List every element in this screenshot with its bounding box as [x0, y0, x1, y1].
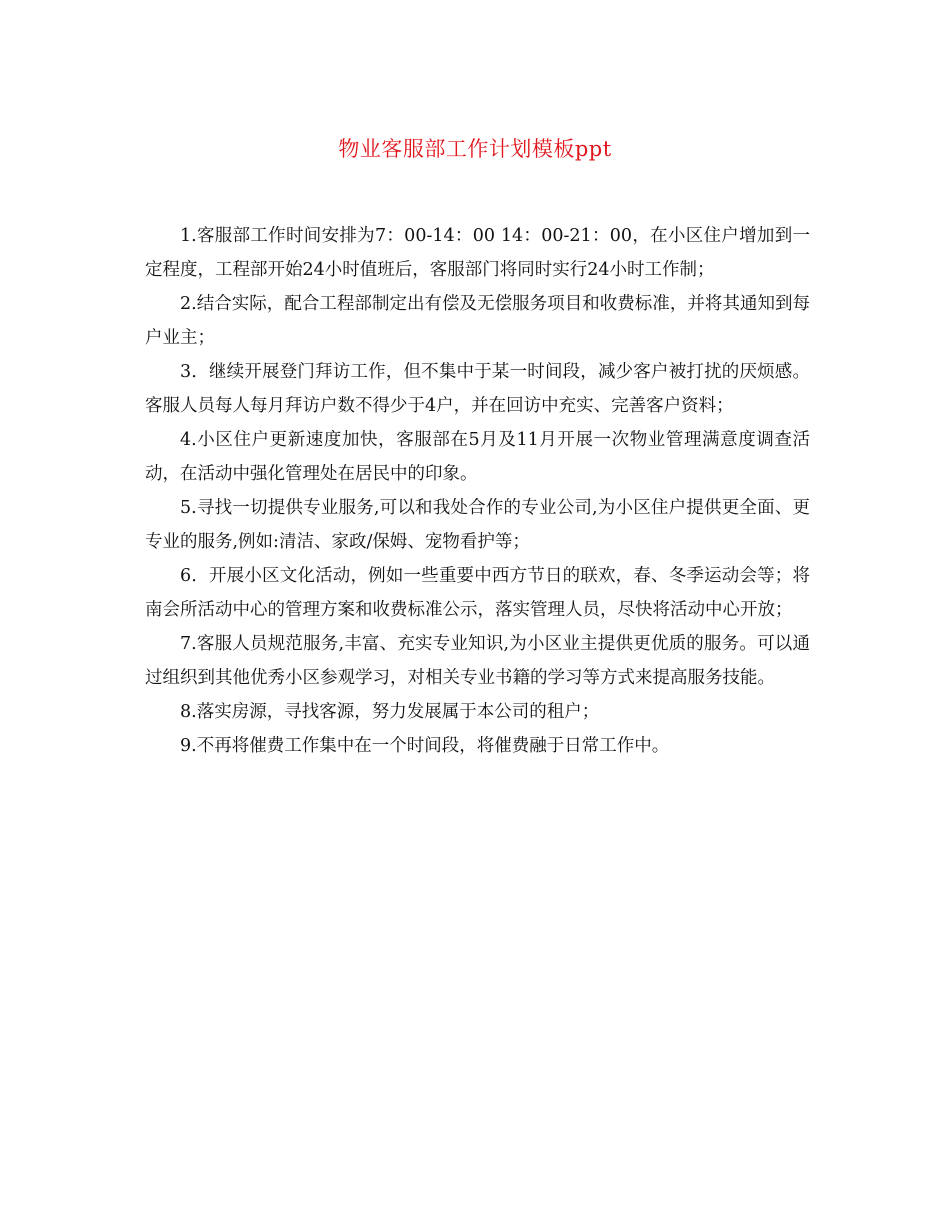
paragraph-4: 4.小区住户更新速度加快，客服部在5月及11月开展一次物业管理满意度调查活动，在活动中强化管理处在居民中的印象。 [145, 430, 810, 484]
paragraph-8: 8.落实房源，寻找客源，努力发展属于本公司的租户； [180, 702, 600, 722]
paragraph-9: 9.不再将催费工作集中在一个时间段，将催费融于日常工作中。 [180, 736, 670, 756]
paragraph-1: 1.客服部工作时间安排为7：00-14：00 14：00-21：00，在小区住户增加到一定程度，工程部开始24小时值班后，客服部门将同时实行24小时工作制； [145, 226, 810, 280]
paragraph-5: 5.寻找一切提供专业服务,可以和我处合作的专业公司,为小区住户提供更全面、更专业的服务,例如:清洁、家政/保姆、宠物看护等； [145, 498, 810, 552]
paragraph-2: 2.结合实际，配合工程部制定出有偿及无偿服务项目和收费标准，并将其通知到每户业主； [145, 294, 810, 348]
document-body [145, 219, 810, 763]
paragraph-6: 6．开展小区文化活动，例如一些重要中西方节日的联欢，春、冬季运动会等；将南会所活动中心的管理方案和收费标准公示，落实管理人员，尽快将活动中心开放； [145, 566, 810, 620]
paragraph-3: 3．继续开展登门拜访工作，但不集中于某一时间段，减少客户被打扰的厌烦感。客服人员每人每月拜访户数不得少于4户，并在回访中充实、完善客户资料； [145, 362, 810, 416]
document-title: 物业客服部工作计划模板ppt [338, 137, 612, 161]
paragraph-7: 7.客服人员规范服务,丰富、充实专业知识,为小区业主提供更优质的服务。可以通过组织到其他优秀小区参观学习，对相关专业书籍的学习等方式来提高服务技能。 [145, 634, 810, 688]
